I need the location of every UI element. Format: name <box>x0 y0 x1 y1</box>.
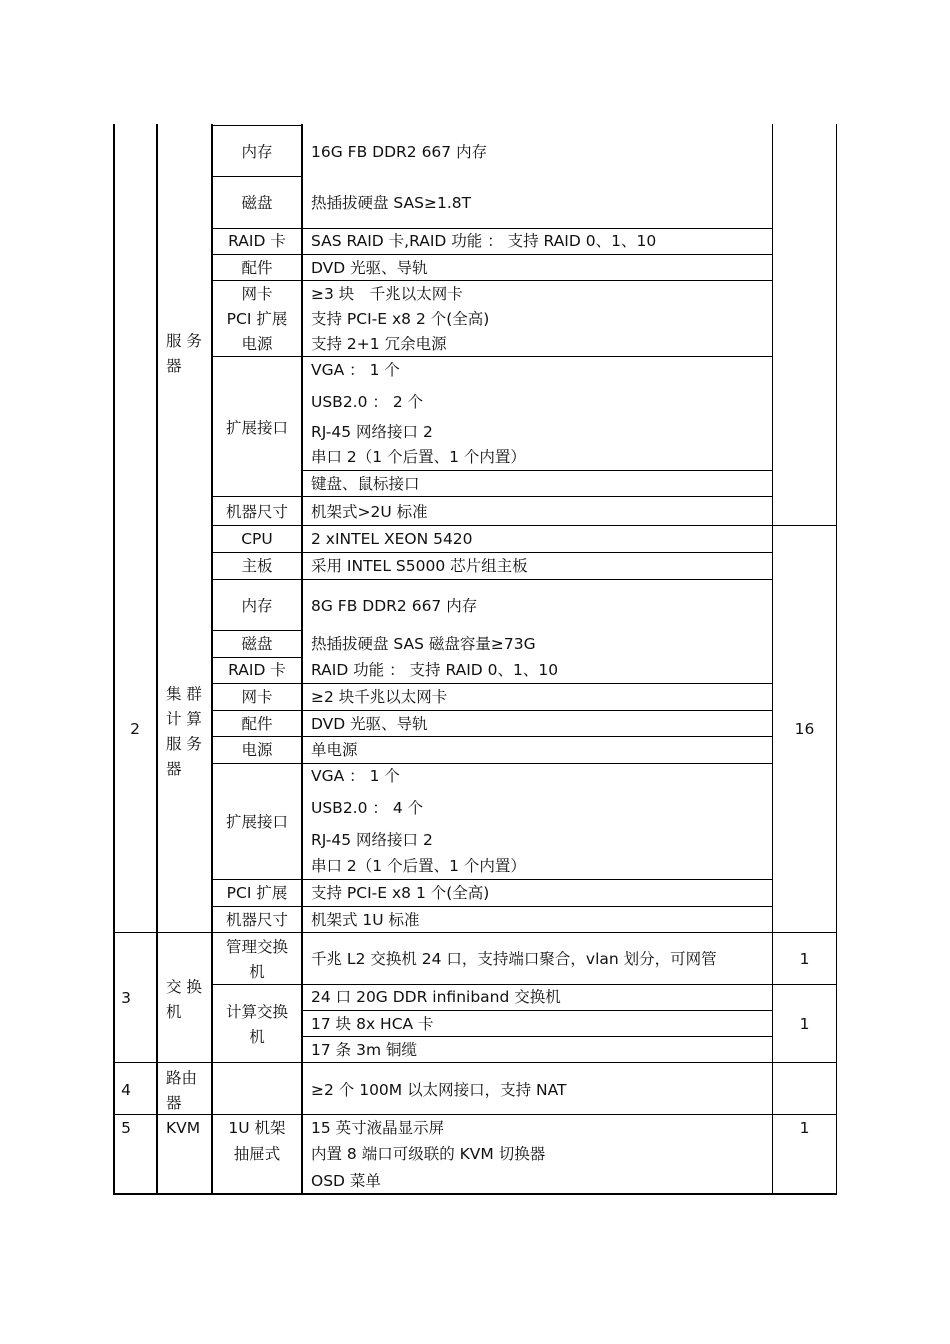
router-name-line: 器 <box>166 1094 182 1112</box>
component-cell: 抽屉式 <box>233 1145 281 1163</box>
rule <box>212 525 837 526</box>
rule <box>212 254 773 255</box>
spec-cell: 千兆 L2 交换机 24 口，支持端口聚合，vlan 划分，可网管 <box>311 950 717 968</box>
spec-cell: USB2.0 ： 2 个 <box>311 393 424 411</box>
spec-cell: SAS RAID 卡,RAID 功能 ： 支持 RAID 0、1、10 <box>311 232 657 250</box>
rule <box>212 280 773 281</box>
component-cell: RAID 卡 <box>228 661 286 679</box>
rule <box>212 984 837 985</box>
spec-cell: 24 口 20G DDR infiniband 交换机 <box>311 988 561 1006</box>
rule <box>212 176 302 177</box>
component-cell: 机 <box>249 963 265 981</box>
spec-cell: DVD 光驱、导轨 <box>311 715 428 733</box>
rule <box>113 1114 837 1115</box>
quantity-cell: 1 <box>799 1015 810 1033</box>
spec-cell: VGA ： 1 个 <box>311 361 400 379</box>
component-cell: 配件 <box>241 715 273 733</box>
rule <box>212 736 773 737</box>
spec-cell: 串口 2（1 个后置、1 个内置） <box>311 857 526 875</box>
spec-cell: VGA ： 1 个 <box>311 767 400 785</box>
spec-cell: DVD 光驱、导轨 <box>311 259 428 277</box>
component-cell: 机器尺寸 <box>225 503 288 521</box>
row-number: 2 <box>130 720 140 738</box>
component-cell: 磁盘 <box>241 194 273 212</box>
spec-cell: 8G FB DDR2 667 内存 <box>311 597 478 615</box>
component-cell: 磁盘 <box>241 635 273 653</box>
spec-cell: ≥2 块千兆以太网卡 <box>311 688 448 706</box>
component-cell: 1U 机架 <box>228 1119 286 1137</box>
quantity-cell: 1 <box>799 950 810 968</box>
quantity-cell: 16 <box>794 720 815 738</box>
spec-cell: 支持 PCI-E x8 1 个(全高) <box>311 884 490 902</box>
component-cell: 机 <box>249 1028 265 1046</box>
quantity-cell: 1 <box>799 1119 810 1137</box>
spec-cell: ≥2 个 100M 以太网接口，支持 NAT <box>311 1081 567 1099</box>
spec-cell: 热插拔硬盘 SAS≥1.8T <box>311 194 472 212</box>
server-name-line1: 服 务 <box>166 332 202 350</box>
switch-name-line: 机 <box>166 1003 182 1021</box>
spec-cell: 键盘、鼠标接口 <box>311 475 420 493</box>
spec-cell: USB2.0 ： 4 个 <box>311 799 424 817</box>
spec-cell: 热插拔硬盘 SAS 磁盘容量≥73G <box>311 635 536 653</box>
rule <box>212 125 302 126</box>
cluster-name-line: 计 算 <box>166 710 202 728</box>
router-name-line: 路由 <box>166 1069 198 1087</box>
rule <box>212 356 773 357</box>
spec-cell: 内置 8 端口可级联的 KVM 切换器 <box>311 1145 546 1163</box>
rule <box>212 763 773 764</box>
component-cell: 配件 <box>241 259 273 277</box>
rule <box>113 1062 837 1063</box>
spec-cell: 17 条 3m 铜缆 <box>311 1041 417 1059</box>
rule <box>212 906 773 907</box>
rule <box>212 228 773 229</box>
spec-cell: ≥3 块 千兆以太网卡 <box>311 285 463 303</box>
rule <box>212 630 302 631</box>
rule <box>212 579 773 580</box>
spec-cell: RJ-45 网络接口 2 <box>311 831 433 849</box>
spec-cell: 15 英寸液晶显示屏 <box>311 1119 445 1137</box>
spec-cell: 机架式 1U 标准 <box>311 911 420 929</box>
component-cell: CPU <box>241 530 273 548</box>
spec-cell: 机架式>2U 标准 <box>311 503 428 521</box>
spec-cell: 17 块 8x HCA 卡 <box>311 1015 434 1033</box>
cluster-name-line: 器 <box>166 760 182 778</box>
spec-cell: 单电源 <box>311 741 358 759</box>
cluster-name-line: 服 务 <box>166 735 202 753</box>
cluster-name-line: 集 群 <box>166 685 202 703</box>
component-cell: 扩展接口 <box>225 419 288 437</box>
spec-cell: 支持 PCI-E x8 2 个(全高) <box>311 310 490 328</box>
kvm-name: KVM <box>166 1119 201 1137</box>
rule <box>113 932 837 933</box>
spec-cell: 16G FB DDR2 667 内存 <box>311 143 488 161</box>
rule <box>302 470 773 471</box>
rule <box>212 683 773 684</box>
row-number: 4 <box>121 1081 131 1099</box>
switch-name-line: 交 换 <box>166 978 202 996</box>
component-cell: 管理交换 <box>225 938 288 956</box>
divider-spec-qty <box>772 124 773 1195</box>
component-cell: 内存 <box>241 143 273 161</box>
border-left <box>113 124 115 1195</box>
component-cell: 扩展接口 <box>225 813 288 831</box>
component-cell: 电源 <box>241 335 273 353</box>
component-cell: 电源 <box>241 741 273 759</box>
server-name-line2: 器 <box>166 357 182 375</box>
spec-cell: 2 xINTEL XEON 5420 <box>311 530 473 548</box>
rule <box>302 1036 773 1037</box>
row-number: 5 <box>121 1119 131 1137</box>
rule <box>212 552 773 553</box>
spec-cell: 串口 2（1 个后置、1 个内置） <box>311 448 526 466</box>
component-cell: PCI 扩展 <box>226 884 288 902</box>
component-cell: 内存 <box>241 597 273 615</box>
divider-no-name <box>156 124 158 1195</box>
row-number: 3 <box>121 989 131 1007</box>
component-cell: 计算交换 <box>225 1003 288 1021</box>
spec-cell: RAID 功能 ： 支持 RAID 0、1、10 <box>311 661 559 679</box>
rule <box>302 1010 773 1011</box>
component-cell: 机器尺寸 <box>225 911 288 929</box>
spec-cell: 支持 2+1 冗余电源 <box>311 335 447 353</box>
border-bottom <box>113 1193 837 1195</box>
spec-cell: OSD 菜单 <box>311 1172 381 1190</box>
component-cell: RAID 卡 <box>228 232 286 250</box>
rule <box>212 657 302 658</box>
rule <box>212 710 773 711</box>
spec-cell: 采用 INTEL S5000 芯片组主板 <box>311 557 528 575</box>
component-cell: PCI 扩展 <box>226 310 288 328</box>
rule <box>212 879 773 880</box>
component-cell: 网卡 <box>241 285 273 303</box>
component-cell: 主板 <box>241 557 273 575</box>
rule <box>212 496 773 497</box>
spec-cell: RJ-45 网络接口 2 <box>311 423 433 441</box>
component-cell: 网卡 <box>241 688 273 706</box>
border-right <box>836 124 837 1195</box>
